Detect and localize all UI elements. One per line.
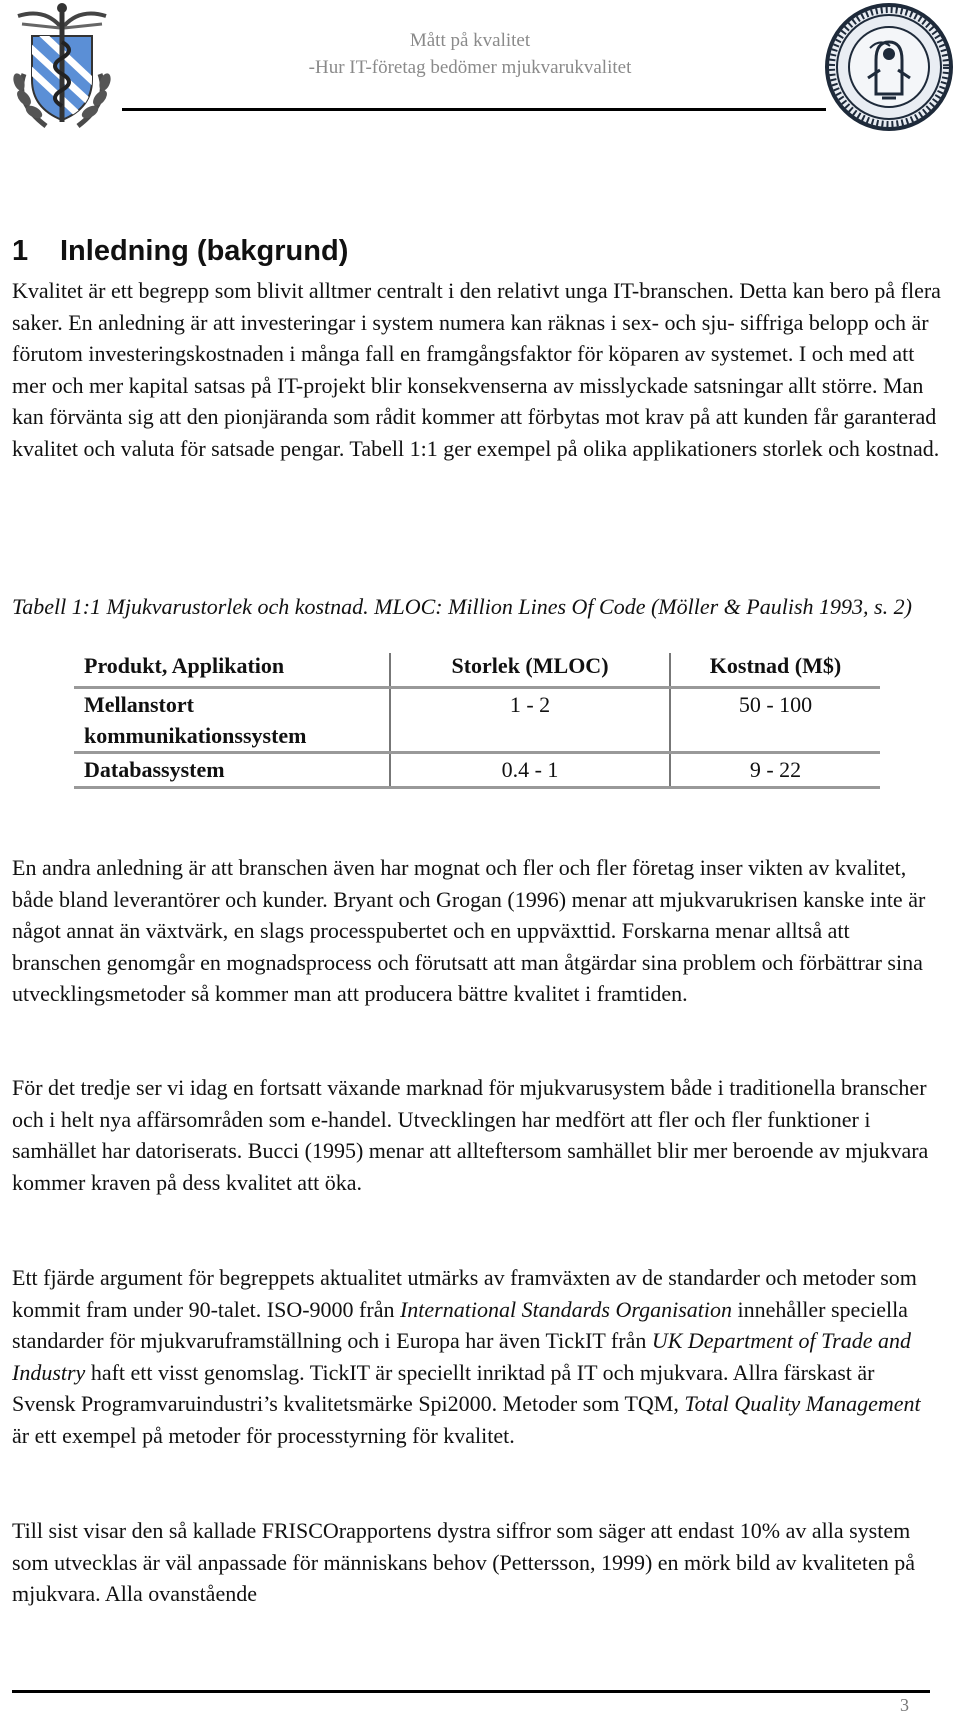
paragraph-final-reason: Till sist visar den så kallade FRISCOrapportens dystra siffror som säger att endast 10% av alla system som utvecklas är väl anpassade för människans behov (Pettersson, 1999) en mörk bild av kvaliteten på mjukvara. Alla ovanstående (12, 1518, 915, 1607)
table-header-row (74, 653, 880, 688)
method-name: Total Quality Management (684, 1391, 921, 1417)
paragraph-third-reason: För det tredje ser vi idag en fortsatt växande marknad för mjukvarusystem både i traditionella branscher och i helt nya affärsområden som e-handel. Utvecklingen har medfört att fler och fler funktioner i samhället har datoriserats. Bucci (1995) menar att allteftersom samhället blir mer beroende av mjukvara kommer kraven på dess kvalitet att öka. (12, 1075, 929, 1195)
column-header-size: Storlek (MLOC) (390, 653, 670, 688)
organisation-name: UK Department of Trade and Industry (12, 1328, 911, 1385)
organisation-name: International Standards Organisation (399, 1296, 733, 1322)
table-caption: Tabell 1:1 Mjukvarustorlek och kostnad. MLOC: Million Lines Of Code (Möller & Paulish 1993, s. 2) (12, 594, 912, 619)
table-cell-product: Mellanstort kommunikationssystem (74, 688, 390, 753)
size-cost-table (74, 653, 880, 789)
section-title: Inledning (bakgrund) (60, 235, 349, 267)
section-number: 1 (12, 235, 29, 267)
paragraph-text: är ett exempel på metoder för processtyrning för kvalitet. (12, 1422, 515, 1448)
header-subtitle: -Hur IT-företag bedömer mjukvarukvalitet (308, 57, 632, 78)
university-seal-logo (824, 2, 954, 132)
footer-divider (12, 1690, 930, 1693)
column-header-product: Produkt, Applikation (74, 653, 390, 688)
table-cell-product: Databassystem (74, 753, 390, 788)
paragraph-text: innehåller speciella standarder för mjukvaruframställning och i Europa har även TickIT från (12, 1296, 908, 1354)
table-cell-size: 1 - 2 (390, 688, 670, 753)
table-row (74, 688, 880, 753)
header-title: Mått på kvalitet (409, 30, 531, 51)
column-header-cost: Kostnad (M$) (670, 653, 880, 688)
table-cell-cost: 9 - 22 (670, 753, 880, 788)
caduceus-crest-logo (4, 2, 120, 132)
page-number: 3 (900, 1695, 909, 1715)
table-row (74, 753, 880, 788)
table-cell-size: 0.4 - 1 (390, 753, 670, 788)
header-divider (122, 108, 826, 111)
paragraph-text: Ett fjärde argument för begreppets aktualitet utmärks av framväxten av de standarder och metoder som kommit fram under 90-talet. ISO-9000 från (12, 1265, 917, 1322)
paragraph-second-reason: En andra anledning är att branschen även har mognat och fler och fler företag inser vikten av kvalitet, både bland leverantörer och kunder. Bryant och Grogan (1996) menar att mjukvarukrisen kanske inte är något annat än växtvärk, en slags processpubertet och en uppväxttid. Forskarna menar alltså att branschen genomgår en mognadsprocess och förutsatt att man åtgärdar sina problem och förbättrar sina utvecklingsmetoder så kommer man att producera bättre kvalitet i framtiden. (12, 855, 926, 1007)
paragraph-intro: Kvalitet är ett begrepp som blivit alltmer centralt i den relativt unga IT-branschen. Detta kan bero på flera saker. En anledning är att investeringar i system numera kan räknas i sex- och sju- siffriga belopp och är förutom investeringskostnaden i många fall en framgångsfaktor för köparen av systemet. I och med att mer och mer kapital satsas på IT-projekt blir konsekvenserna av misslyckade satsningar allt större. Man kan förvänta sig att den pionjäranda som rådit kommer att förbytas mot krav på att kunden får garanterad kvalitet och valuta för satsade pengar. Tabell 1:1 ger exempel på olika applikationers storlek och kostnad. (12, 278, 941, 461)
paragraph-fourth-reason (12, 1262, 942, 1452)
paragraph-text: haft ett visst genomslag. TickIT är speciellt inriktad på IT och mjukvara. Allra färskast är Svensk Programvaruindustri’s kvalitetsmärke Spi2000. Metoder som TQM, (12, 1359, 875, 1417)
table-cell-cost: 50 - 100 (670, 688, 880, 753)
section-heading (12, 234, 348, 268)
